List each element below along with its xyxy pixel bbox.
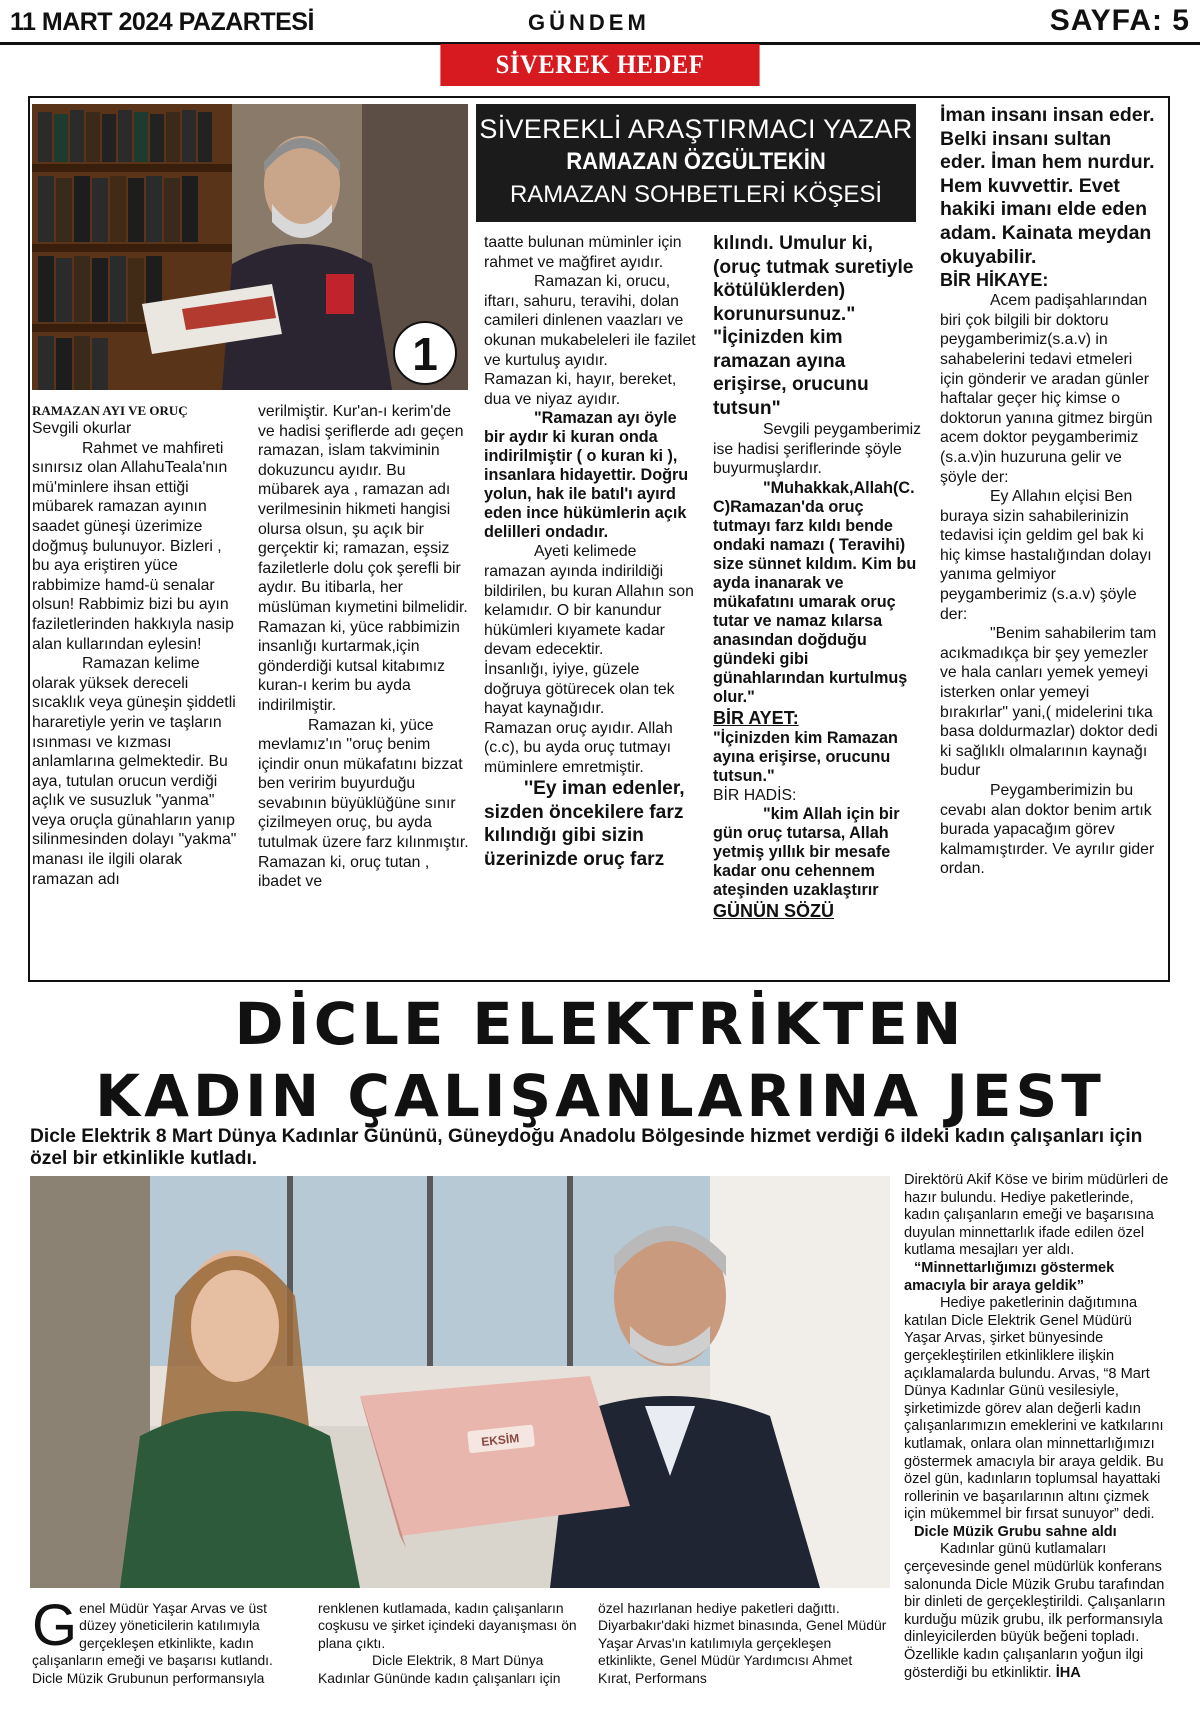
- headline-line1: DİCLE ELEKTRİKTEN: [234, 990, 966, 1058]
- article-kicker: RAMAZAN AYI VE ORUÇ: [32, 403, 188, 418]
- article-right-column: [904, 1172, 1170, 1682]
- article-column-5: [940, 104, 1160, 879]
- subheading-hikaye: BİR HİKAYE:: [940, 270, 1049, 291]
- saying-paragraph: İman insanı insan eder. Belki insanı sultan eder. İman hem nurdur. Hem kuvvettir. Evet hakiki imanı elde eden adam. Kainata meydan okuyabilir.: [940, 104, 1155, 268]
- column-title-line1: SİVEREKLİ ARAŞTIRMACI YAZAR: [479, 114, 913, 144]
- quote-paragraph: "İçinizden kim Ramazan ayına erişirse, orucunu tutsun.": [713, 728, 898, 785]
- paragraph: Peygamberimizin bu cevabı alan doktor benim artık burada yapacağım görev kalmamıştırder. Ve ayrılır gider ordan.: [940, 782, 1155, 878]
- article-column-1: [32, 402, 240, 889]
- newspaper-banner: SİVEREK HEDEF: [440, 44, 759, 86]
- article-column-4: [713, 232, 923, 922]
- gift-box-label: EKSİM: [480, 1431, 520, 1449]
- drop-cap: G: [32, 1593, 78, 1658]
- paragraph: [904, 1541, 1170, 1682]
- column-title-line3: RAMAZAN SOHBETLERİ KÖŞESİ: [509, 181, 883, 208]
- paragraph: özel hazırlanan hediye paketleri dağıttı. Diyarbakır'daki hizmet binasında, Genel Müdür Yaşar Arvas'ın katılımıyla gerçekleşen etkinlikte, Genel Müdür Yardımcısı Ahmet Kırat, Performans: [598, 1600, 887, 1686]
- article-subhead: Dicle Elektrik 8 Mart Dünya Kadınlar Gününü, Güneydoğu Anadolu Bölgesinde hizmet verdiği 6 ildeki kadın çalışanları için özel bir etkinlikle kutladı.: [30, 1126, 1143, 1169]
- event-photo-illustration: [30, 1176, 890, 1588]
- paragraph: verilmiştir. Kur'an-ı kerim'de ve hadisi şeriflerde adı geçen ramazan, islam takviminin dokuzuncu ayıdır. Bu mübarek aya , ramazan adı verilmesinin hikmeti hangisi olursa olsun, şu açık bir gerçektir ki; ramazan, eşsiz faziletlerle dolu çok şerefli bir aydır. Bu itibarla, her müslüman kıymetini bilmelidir. Ramazan ki, yüce rabbimizin insanlığı kurtarmak,için gönderdiği kutsal kitabımız kuran-ı kerim bu ayda indirilmiştir.: [258, 403, 468, 714]
- section-name: GÜNDEM: [528, 10, 650, 35]
- paragraph: "Benim sahabilerim tam acıkmadıkça bir şey yemezler ve hala canları yemek yemeyi isterken onlar yemeyi bırakırlar" yani,( midelerini tıka basa doldurmazlar) doktor dedi ki sağlıklı olmalarının kaynağı budur: [940, 625, 1158, 780]
- page-number: SAYFA: 5: [1049, 4, 1190, 37]
- news-agency-sign: İHA: [1055, 1664, 1081, 1681]
- paragraph: Ramazan ki, yüce mevlamız'ın ''oruç benim içindir onun mükafatını bizzat ben veririm buyurduğu sevabının büyüklüğüne sınır çizilmeyen oruç, bu ayda tutulmak üzere farz kılınmıştır. Ramazan ki, oruç tutan , ibadet ve: [258, 716, 469, 891]
- article-column-3: [484, 233, 696, 871]
- subheading-hadis: BİR HADİS:: [713, 786, 797, 804]
- quote-paragraph: "kim Allah için bir gün oruç tutarsa, Allah yetmiş yıllık bir mesafe kadar onu cehennem ateşinden uzaklaştırır: [713, 805, 900, 900]
- subheading: Dicle Müzik Grubu sahne aldı: [914, 1523, 1117, 1540]
- event-photo: [30, 1176, 890, 1588]
- paragraph: Hediye paketlerinin dağıtımına katılan Dicle Elektrik Genel Müdürü Yaşar Arvas, şirket bünyesinde gerçekleştirilen etkinliklere ilişkin açıklamalarda bulundu. Arvas, “8 Mart Dünya Kadınlar Günü vesilesiyle, şirketimizde görev alan değerli kadın çalışanlarımızın emeklerini ve katkılarını kutlamak, onlara olan minnettarlığımızı göstermek amacıyla bir araya geldik. Bu özel gün, kadınların toplumsal hayattaki rollerinin ve başarılarının altını çizmek için mükemmel bir fırsat sunuyor” dedi.: [904, 1295, 1164, 1523]
- column-title-box: [476, 104, 916, 222]
- subheading-ayet: BİR AYET:: [713, 707, 799, 728]
- paragraph: renklenen kutlamada, kadın çalışanların coşkusu ve şirket içindeki dayanışması ön plana çıktı.: [318, 1600, 577, 1651]
- paragraph: Ey Allahın elçisi Ben buraya sizin sahabilerinizin tedavisi için geldim gel bak ki hiç kimse hastalığından dolayı yanıma gelmiyor peygamberimiz (s.a.v) şöyle der:: [940, 488, 1152, 623]
- paragraph: Ramazan ki, orucu, iftarı, sahuru, teravihi, dolan camileri dinlenen vaazları ve okunan mukabeleleri ile fazilet ve kurtuluş ayıdır.: [484, 273, 696, 369]
- quote-paragraph: ''Ey iman edenler, sizden öncekilere farz kılındığı gibi sizin üzerinizde oruç farz: [484, 778, 685, 870]
- paragraph: Direktörü Akif Köse ve birim müdürleri de hazır bulundu. Hediye paketlerinde, kadın çalışanların emeği ve başarısına duyulan minnettarlık ifade edilen özel kutlama mesajları yer aldı.: [904, 1172, 1169, 1259]
- paragraph: enel Müdür Yaşar Arvas ve üst düzey yöneticilerin katılımıyla gerçekleşen etkinlikte, kadın çalışanların emeği ve başarısı kutlandı. Dicle Müzik Grubunun performansıyla: [32, 1600, 273, 1686]
- quote-paragraph: "Muhakkak,Allah(C. C)Ramazan'da oruç tutmayı farz kıldı bende ondaki namazı ( Teravihi) size sünnet kıldım. Kim bu ayda inanarak ve mükafatını umarak oruç tutar ve namaz kılarsa anasından doğduğu gündeki gibi günahlarından kurtulmuş olur.": [713, 478, 917, 706]
- paragraph: Acem padişahlarından biri çok bilgili bir doktoru peygamberimiz(s.a.v) in sahabelerini tedavi etmeleri için gönderir ve aradan günler haftalar geçer hiç kimse o doktorun yanına gitmez birgün acem doktor peygamberimiz (s.a.v)in huzuruna gelir ve şöyle der:: [940, 292, 1153, 486]
- headline-line2: KADIN ÇALIŞANLARINA JEST: [95, 1062, 1105, 1130]
- article-bottom-column-1: [32, 1593, 294, 1687]
- column-author-name: RAMAZAN ÖZGÜLTEKİN: [566, 148, 826, 175]
- subheading: “Minnettarlığımızı göstermek amacıyla bir araya geldik”: [904, 1259, 1115, 1294]
- article-bottom-column-3: [598, 1600, 888, 1687]
- quote-paragraph: "Ramazan ayı öyle bir aydır ki kuran onda indirilmiştir ( o kuran ki ), insanlara hidayettir. Doğru yolun, hak ile batıl'ı ayırd eden ince hükümlerin açık delilleri ondadır.: [484, 409, 689, 542]
- article-bottom-column-2: [318, 1600, 588, 1687]
- paragraph: Sevgili okurlar: [32, 420, 132, 437]
- main-headline: [0, 992, 1200, 1130]
- quote-paragraph: kılındı. Umulur ki, (oruç tutmak suretiyle kötülüklerden) korunursunuz." "İçinizden kim ramazan ayına erişirse, orucunu tutsun": [713, 233, 914, 419]
- paragraph: Sevgili peygamberimiz ise hadisi şeriflerinde şöyle buyurmuşlardır.: [713, 421, 922, 478]
- subheading-gunun-sozu: GÜNÜN SÖZÜ: [713, 901, 834, 922]
- paragraph: taatte bulunan müminler için rahmet ve mağfiret ayıdır.: [484, 234, 682, 271]
- paragraph: Ramazan kelime olarak yüksek dereceli sıcaklık veya güneşin şiddetli hararetiyle yerin ve taşların ısınması ve kızması anlamlarına gelmektedir. Bu aya, tutulan orucun verdiği açlık ve susuzluk "yanma" veya oruçla günahların yanıp silinmesinden dolayı "yakma" manası ile ilgili olarak ramazan adı: [32, 655, 237, 888]
- issue-date: 11 MART 2024 PAZARTESİ: [10, 8, 314, 36]
- paragraph: İnsanlığı, iyiye, güzele doğruya götürecek olan tek hayat kaynağıdır.: [484, 660, 675, 718]
- paragraph: Ayeti kelimede ramazan ayında indirildiği bildirilen, bu kuran Allahın son kelamıdır. O bir kanundur hükümleri kıyamete kadar devam edecektir.: [484, 543, 694, 659]
- article-column-2: [258, 402, 470, 892]
- paragraph-text: Kadınlar günü kutlamaları çerçevesinde genel müdürlük konferans salonunda Dicle Müzik Grubu tarafından bir dinleti de gerçekleştirildi. Çalışanların kurduğu müzik grubu, ilk performansıyla dinleyicilerden büyük beğeni topladı. Özellikle kadın çalışanların yoğun ilgi gösterdiği bu etkinliktir.: [904, 1541, 1166, 1681]
- paragraph: Ramazan ki, hayır, bereket, dua ve niyaz ayıdır.: [484, 371, 677, 408]
- paragraph: Dicle Elektrik, 8 Mart Dünya Kadınlar Gününde kadın çalışanları için: [318, 1652, 561, 1686]
- series-number-badge: 1: [393, 321, 457, 385]
- paragraph: Rahmet ve mahfireti sınırsız olan AllahuTeala'nın mü'minlere ihsan ettiği mübarek ramazan ayının saadet güneşi üzerimize doğmuş bulunuyor. Bizleri , bu aya eriştiren yüce rabbimize hamd-ü senalar olsun! Rabbimiz bizi bu ayın faziletlerinden hakkıyla nasip alan kullarından eylesin!: [32, 439, 234, 653]
- paragraph: Ramazan oruç ayıdır. Allah (c.c), bu ayda oruç tutmayı müminlere emretmiştir.: [484, 719, 673, 776]
